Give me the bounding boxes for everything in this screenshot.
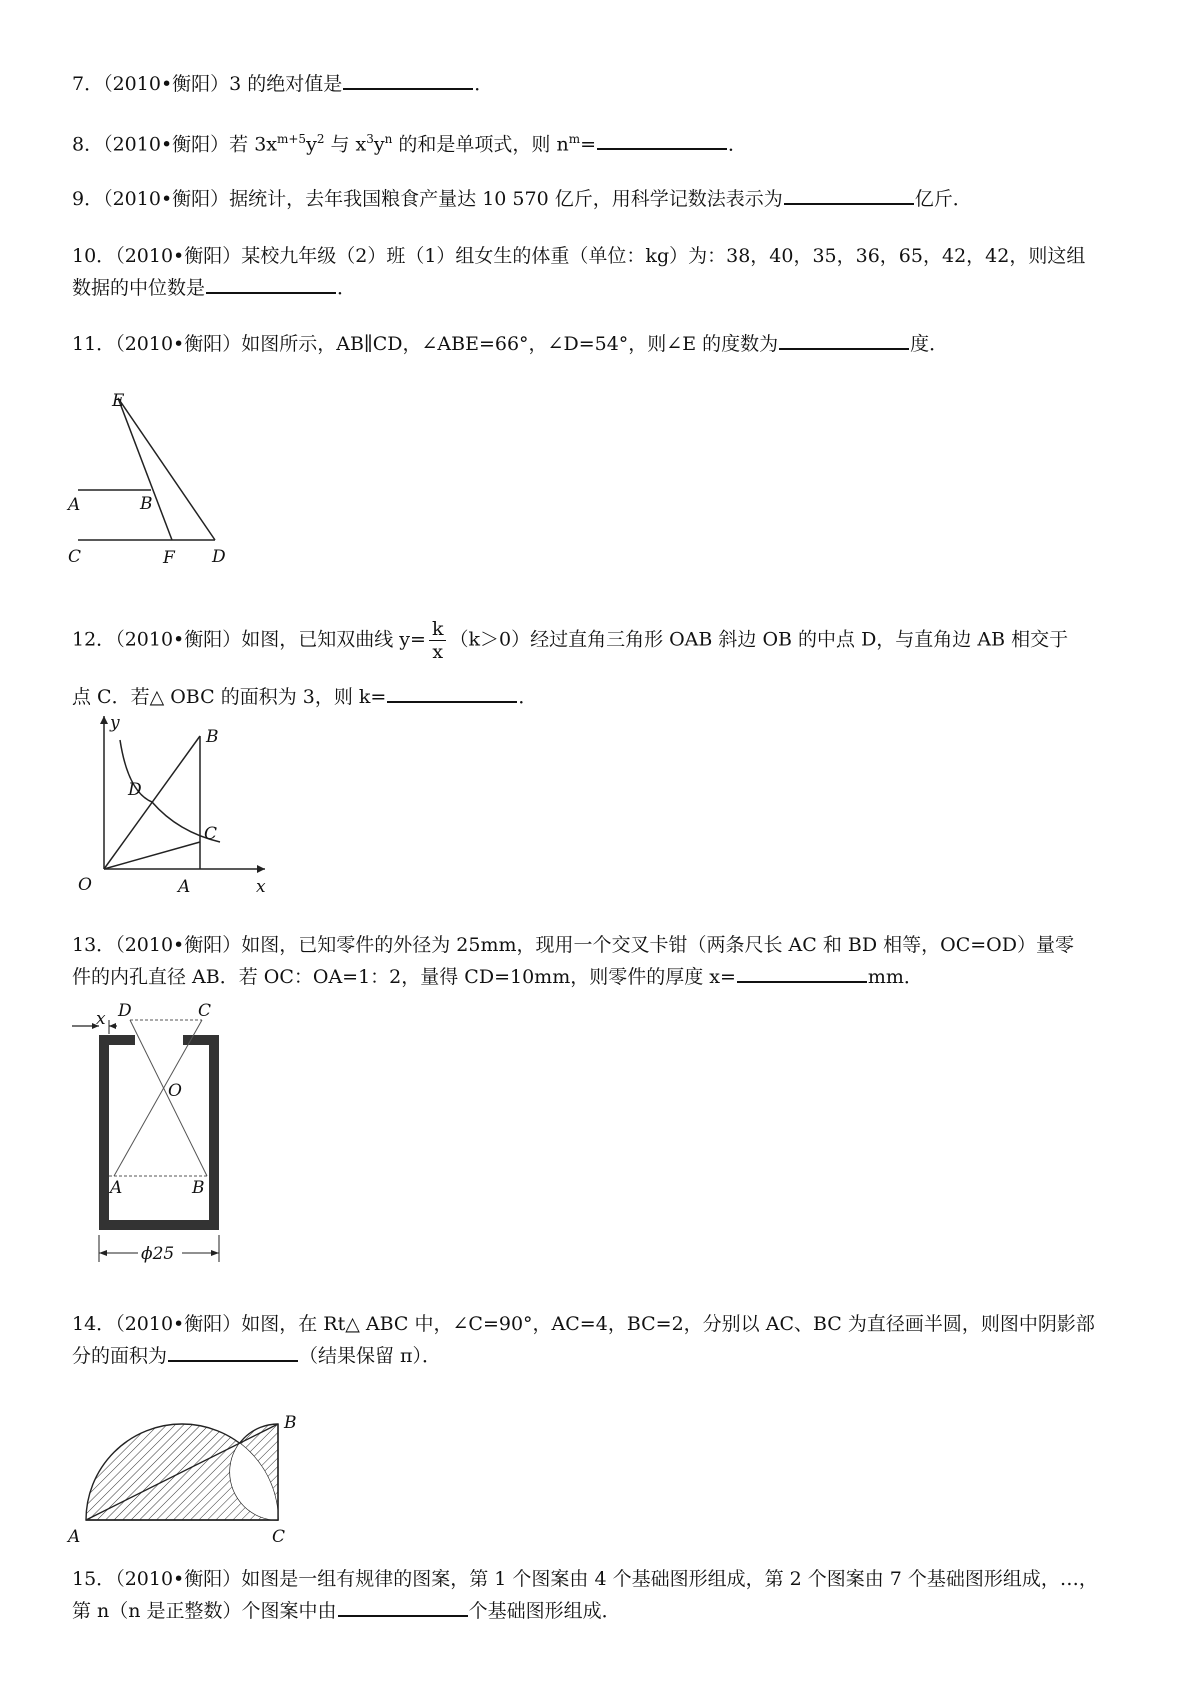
question-text: 如图所示，AB∥CD，∠ABE=66°，∠D=54°，则∠E 的度数为 bbox=[241, 333, 779, 355]
fraction bbox=[429, 618, 447, 663]
question-end: 度． bbox=[910, 333, 949, 355]
exponent: n bbox=[384, 132, 393, 146]
question-end: ． bbox=[337, 277, 357, 299]
label-a: A bbox=[178, 877, 191, 897]
answer-blank[interactable] bbox=[779, 328, 909, 350]
answer-blank[interactable] bbox=[784, 183, 914, 205]
question-13 bbox=[72, 930, 1132, 993]
label-o: O bbox=[78, 875, 92, 895]
label-d: D bbox=[128, 780, 142, 800]
label-b: B bbox=[192, 1178, 205, 1198]
label-b: B bbox=[206, 727, 219, 747]
question-source: （2010•衡阳） bbox=[115, 1313, 242, 1335]
label-b: B bbox=[284, 1413, 297, 1433]
label-e: E bbox=[112, 391, 125, 411]
answer-blank[interactable] bbox=[206, 272, 336, 294]
question-text: 如图，已知零件的外径为 25mm，现用一个交叉卡钳（两条尺长 AC 和 BD 相等，OC=OD）量零 bbox=[241, 934, 1074, 956]
question-text: y bbox=[373, 133, 385, 156]
exponent: 3 bbox=[366, 132, 374, 146]
label-diameter: ϕ25 bbox=[141, 1244, 175, 1264]
exponent: m bbox=[568, 132, 581, 146]
question-number: 9． bbox=[72, 188, 104, 210]
question-text: 若 3x bbox=[229, 133, 277, 156]
question-source: （2010•衡阳） bbox=[103, 188, 230, 210]
label-a: A bbox=[110, 1178, 123, 1198]
label-b: B bbox=[140, 494, 153, 514]
label-c: C bbox=[198, 1001, 212, 1021]
answer-blank[interactable] bbox=[343, 68, 473, 90]
question-text: 点 C．若△ OBC 的面积为 3，则 k= bbox=[72, 686, 387, 708]
question-end: ． bbox=[728, 133, 748, 156]
answer-blank[interactable] bbox=[387, 681, 517, 703]
question-number: 10． bbox=[72, 245, 116, 267]
question-end: 亿斤． bbox=[914, 188, 972, 210]
question-source: （2010•衡阳） bbox=[103, 133, 230, 156]
fraction-numerator: k bbox=[429, 618, 447, 641]
question-text: 与 x bbox=[324, 133, 367, 156]
figure-12-hyperbola bbox=[70, 712, 280, 897]
answer-blank[interactable] bbox=[597, 128, 727, 150]
question-12 bbox=[72, 618, 1132, 713]
label-c: C bbox=[68, 547, 82, 567]
question-number: 8． bbox=[72, 133, 104, 156]
question-source: （2010•衡阳） bbox=[115, 934, 242, 956]
question-number: 15． bbox=[72, 1568, 116, 1590]
question-text: 据统计，去年我国粮食产量达 10 570 亿斤，用科学记数法表示为 bbox=[229, 188, 783, 210]
question-number: 7． bbox=[72, 73, 104, 95]
question-source: （2010•衡阳） bbox=[115, 628, 242, 651]
figure-11-parallel-lines bbox=[60, 390, 250, 580]
question-source: （2010•衡阳） bbox=[103, 73, 230, 95]
question-text: = bbox=[580, 133, 596, 156]
label-x: x bbox=[96, 1009, 106, 1029]
question-text: 3 的绝对值是 bbox=[229, 73, 343, 95]
answer-blank[interactable] bbox=[338, 1595, 468, 1617]
label-d: D bbox=[212, 547, 226, 567]
label-f: F bbox=[163, 548, 175, 568]
question-text: 的和是单项式，则 n bbox=[392, 133, 569, 156]
label-a: A bbox=[68, 495, 81, 515]
question-source: （2010•衡阳） bbox=[115, 245, 242, 267]
question-end: mm． bbox=[867, 966, 923, 988]
label-a: A bbox=[68, 1527, 81, 1547]
question-text: 如图，已知双曲线 y= bbox=[241, 628, 426, 651]
question-end: （结果保留 π）． bbox=[299, 1345, 442, 1367]
label-y: y bbox=[110, 713, 120, 733]
question-source: （2010•衡阳） bbox=[115, 1568, 242, 1590]
question-source: （2010•衡阳） bbox=[115, 333, 242, 355]
question-end: ． bbox=[518, 686, 538, 708]
question-14 bbox=[72, 1309, 1132, 1372]
question-text: 分的面积为 bbox=[72, 1345, 168, 1367]
label-o: O bbox=[168, 1081, 182, 1101]
question-8 bbox=[72, 124, 1132, 160]
question-number: 12． bbox=[72, 628, 116, 651]
question-number: 14． bbox=[72, 1313, 116, 1335]
question-text: 件的内孔直径 AB．若 OC：OA=1：2，量得 CD=10mm，则零件的厚度 x= bbox=[72, 966, 736, 988]
figure-14-semicircles bbox=[62, 1368, 322, 1548]
question-text: y bbox=[306, 133, 317, 156]
question-number: 11． bbox=[72, 333, 116, 355]
question-9 bbox=[72, 183, 1132, 215]
label-c: C bbox=[204, 824, 218, 844]
question-11 bbox=[72, 328, 1132, 360]
label-d: D bbox=[118, 1001, 132, 1021]
question-number: 13． bbox=[72, 934, 116, 956]
question-text: 数据的中位数是 bbox=[72, 277, 206, 299]
question-end: 个基础图形组成． bbox=[468, 1600, 621, 1622]
answer-blank[interactable] bbox=[737, 961, 867, 983]
figure-13-caliper bbox=[62, 1000, 252, 1265]
question-10 bbox=[72, 241, 1132, 304]
exponent: 2 bbox=[316, 132, 325, 146]
question-7 bbox=[72, 68, 1132, 100]
fraction-denominator: x bbox=[432, 641, 444, 663]
label-x: x bbox=[256, 877, 266, 897]
question-text: （k＞0）经过直角三角形 OAB 斜边 OB 的中点 D，与直角边 AB 相交于 bbox=[449, 628, 1069, 651]
question-text: 某校九年级（2）班（1）组女生的体重（单位：kg）为：38，40，35，36，65，42，42，则这组 bbox=[241, 245, 1086, 267]
question-text: 第 n（n 是正整数）个图案中由 bbox=[72, 1600, 337, 1622]
exponent: m+5 bbox=[277, 132, 307, 146]
question-text: 如图是一组有规律的图案，第 1 个图案由 4 个基础图形组成，第 2 个图案由 7 个基础图形组成，…， bbox=[241, 1568, 1098, 1590]
question-text: 如图，在 Rt△ ABC 中，∠C=90°，AC=4，BC=2，分别以 AC、BC 为直径画半圆，则图中阴影部 bbox=[241, 1313, 1095, 1335]
question-15 bbox=[72, 1564, 1132, 1627]
answer-blank[interactable] bbox=[168, 1340, 298, 1362]
label-c: C bbox=[272, 1527, 286, 1547]
question-end: ． bbox=[474, 73, 494, 95]
